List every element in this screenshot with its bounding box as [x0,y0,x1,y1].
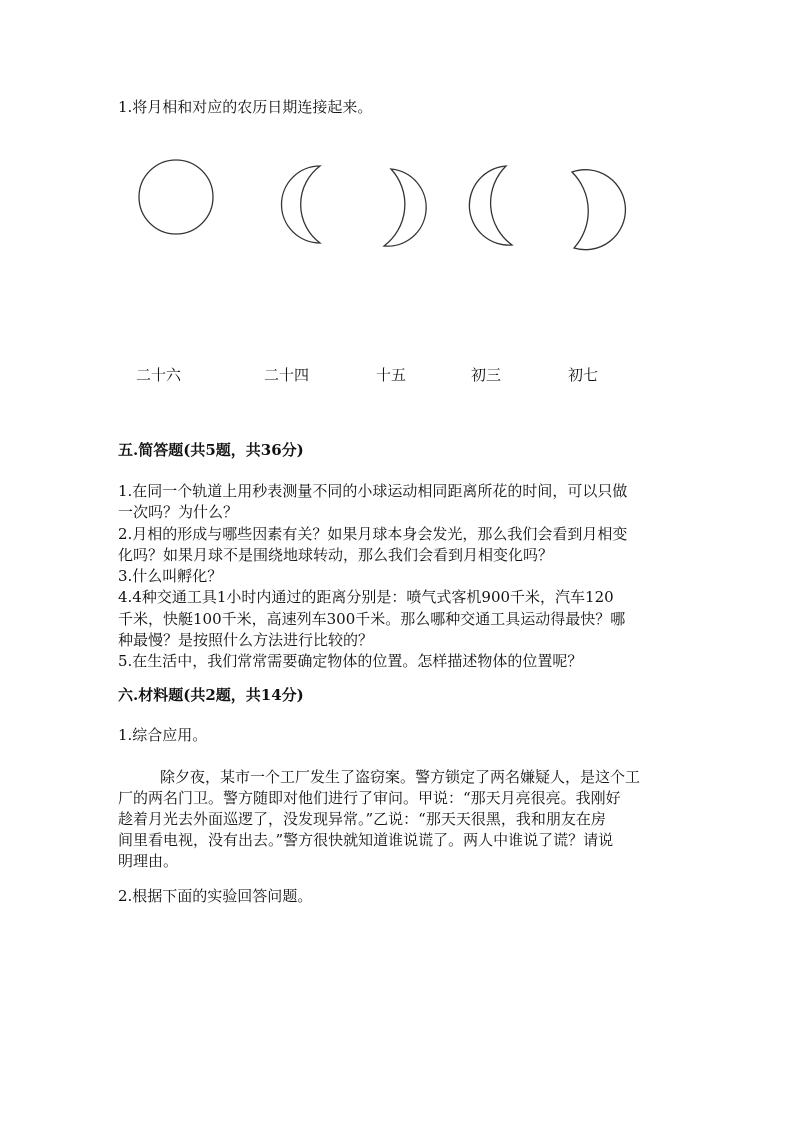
date-label-2: 二十四 [264,366,310,384]
passage-line: 趁着月光去外面巡逻了，没发现异常。”乙说：“那天天很黑，我和朋友在房 [118,810,606,828]
question-1-prompt: 1.将月相和对应的农历日期连接起来。 [118,98,373,116]
section-5-line: 一次吗？为什么？ [118,503,239,521]
section-6-question-1-title: 1.综合应用。 [118,726,208,744]
passage-line: 明理由。 [118,852,179,870]
waning-crescent-thin-icon [469,166,512,245]
section-5-line: 3.什么叫孵化？ [118,567,223,585]
date-label-5: 初七 [568,366,599,384]
waning-crescent-icon [282,166,321,243]
waxing-crescent-icon [384,169,426,246]
passage-line: 除夕夜，某市一个工厂发生了盗窃案。警方锁定了两名嫌疑人，是这个工 [160,768,641,786]
passage-line: 间里看电视，没有出去。”警方很快就知道谁说谎了。两人中谁说了谎？请说 [118,831,614,849]
date-label-4: 初三 [471,366,502,384]
section-5-line: 化吗？如果月球不是围绕地球转动，那么我们会看到月相变化吗？ [118,546,554,564]
section-6-heading: 六.材料题(共2题，共14分) [118,686,304,704]
section-5-heading: 五.简答题(共5题，共36分) [118,441,304,459]
section-5-line: 1.在同一个轨道上用秒表测量不同的小球运动相同距离所花的时间，可以只做 [118,482,628,500]
moon-phase-figure [0,0,794,420]
section-5-line: 5.在生活中，我们常常需要确定物体的位置。怎样描述物体的位置呢？ [118,652,583,670]
date-label-3: 十五 [376,366,407,384]
full-moon-icon [139,160,213,234]
first-quarter-moon-icon [572,170,625,250]
section-6-question-2-title: 2.根据下面的实验回答问题。 [118,887,313,905]
section-5-line: 种最慢？是按照什么方法进行比较的？ [118,631,374,649]
passage-line: 厂的两名门卫。警方随即对他们进行了审问。甲说：“那天月亮很亮。我刚好 [118,789,621,807]
section-5-line: 2.月相的形成与哪些因素有关？如果月球本身会发光，那么我们会看到月相变 [118,525,628,543]
date-label-1: 二十六 [136,366,182,384]
section-5-line: 千米，快艇100千米，高速列车300千米。那么哪种交通工具运动得最快？哪 [118,610,626,628]
section-5-line: 4.4种交通工具1小时内通过的距离分别是：喷气式客机900千米，汽车120 [118,588,614,606]
